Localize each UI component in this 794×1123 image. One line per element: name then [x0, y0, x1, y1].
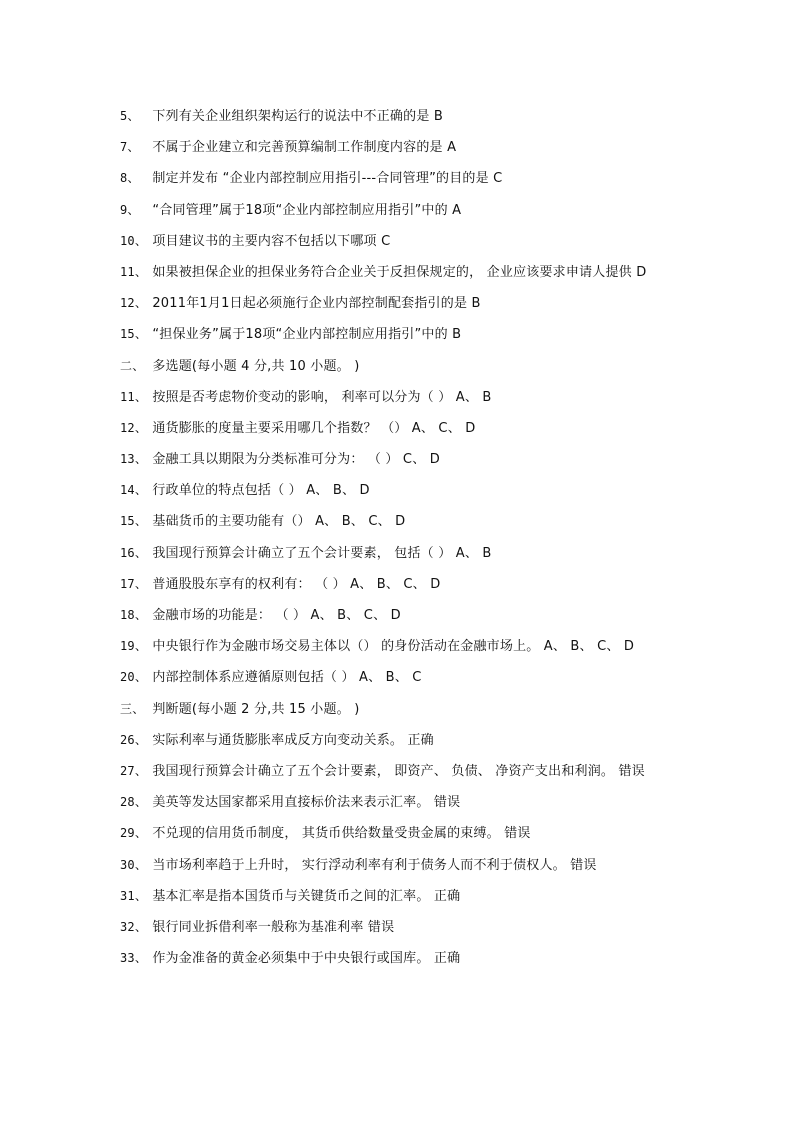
question-line [120, 288, 680, 319]
question-text: 金融工具以期限为分类标准可分为： （ ） C、 D [148, 452, 440, 468]
question-text: 制定并发布 “企业内部控制应用指引---合同管理”的目的是 C [148, 171, 503, 187]
question-text: 美英等发达国家都采用直接标价法来表示汇率。 错误 [148, 795, 461, 811]
question-text: 中央银行作为金融市场交易主体以（） 的身份活动在金融市场上。 A、 B、 C、 D [148, 639, 635, 655]
question-number: 19、 [120, 639, 148, 654]
question-text: 银行同业拆借利率一般称为基准利率 错误 [148, 919, 395, 935]
question-number: 12、 [120, 296, 148, 311]
question-text: 金融市场的功能是： （ ） A、 B、 C、 D [148, 608, 401, 624]
question-line [120, 787, 680, 818]
question-number: 8、 [120, 171, 140, 186]
question-line [120, 444, 680, 475]
question-line [120, 319, 680, 350]
question-line [120, 195, 680, 226]
question-line [120, 101, 680, 132]
question-line [120, 413, 680, 444]
question-text: 当市场利率趋于上升时， 实行浮动利率有利于债务人而不利于债权人。 错误 [148, 857, 597, 873]
question-line [120, 538, 680, 569]
question-text: 项目建议书的主要内容不包括以下哪项 C [148, 233, 391, 249]
question-line [120, 818, 680, 849]
question-number: 30、 [120, 857, 148, 872]
question-number: 17、 [120, 576, 148, 591]
question-text: 基础货币的主要功能有（） A、 B、 C、 D [148, 514, 406, 530]
question-number: 27、 [120, 763, 148, 778]
question-text: 普通股股东享有的权利有： （ ） A、 B、 C、 D [148, 576, 441, 592]
question-number: 28、 [120, 795, 148, 810]
question-line [120, 912, 680, 943]
question-number: 14、 [120, 483, 148, 498]
question-number: 33、 [120, 951, 148, 966]
question-line [120, 257, 680, 288]
section-number: 三、 [120, 701, 145, 716]
question-text: 不兑现的信用货币制度， 其货币供给数量受贵金属的束缚。 错误 [148, 826, 531, 842]
section-title: 判断题(每小题 2 分,共 15 小题。 ) [148, 701, 360, 717]
question-line [120, 132, 680, 163]
question-line [120, 382, 680, 413]
question-line [120, 226, 680, 257]
question-line [120, 475, 680, 506]
question-text: 2011年1月1日起必须施行企业内部控制配套指引的是 B [148, 296, 481, 312]
section-heading [120, 694, 680, 725]
question-text: 通货膨胀的度量主要采用哪几个指数？ （） A、 C、 D [148, 420, 476, 436]
question-number: 18、 [120, 608, 148, 623]
question-text: 按照是否考虑物价变动的影响， 利率可以分为（ ） A、 B [148, 389, 492, 405]
question-line [120, 756, 680, 787]
question-number: 31、 [120, 888, 148, 903]
question-text: 行政单位的特点包括（ ） A、 B、 D [148, 483, 370, 499]
question-text: 不属于企业建立和完善预算编制工作制度内容的是 A [148, 140, 457, 156]
question-line [120, 163, 680, 194]
question-text: “担保业务”属于18项“企业内部控制应用指引”中的 B [148, 327, 462, 343]
question-line [120, 600, 680, 631]
question-number: 20、 [120, 670, 148, 685]
question-text: 如果被担保企业的担保业务符合企业关于反担保规定的， 企业应该要求申请人提供 D [148, 264, 647, 280]
question-number: 5、 [120, 109, 140, 123]
question-number: 16、 [120, 545, 148, 560]
question-number: 12、 [120, 420, 148, 435]
question-line [120, 943, 680, 974]
question-number: 13、 [120, 452, 148, 467]
question-line [120, 569, 680, 600]
question-line [120, 662, 680, 693]
question-text: 基本汇率是指本国货币与关键货币之间的汇率。 正确 [148, 888, 461, 904]
question-text: 下列有关企业组织架构运行的说法中不正确的是 B [148, 109, 443, 124]
question-line [120, 725, 680, 756]
question-number: 10、 [120, 233, 148, 248]
question-number: 7、 [120, 140, 140, 155]
question-number: 11、 [120, 264, 148, 279]
question-number: 15、 [120, 327, 148, 342]
section-title: 多选题(每小题 4 分,共 10 小题。 ) [148, 358, 360, 374]
question-line [120, 631, 680, 662]
question-number: 11、 [120, 389, 148, 404]
question-text: 内部控制体系应遵循原则包括（ ） A、 B、 C [148, 670, 422, 686]
question-text: 作为金准备的黄金必须集中于中央银行或国库。 正确 [148, 951, 461, 967]
question-text: 我国现行预算会计确立了五个会计要素， 包括（ ） A、 B [148, 545, 492, 561]
question-number: 32、 [120, 919, 148, 934]
question-text: 实际利率与通货膨胀率成反方向变动关系。 正确 [148, 732, 434, 748]
question-line [120, 850, 680, 881]
document-body [120, 101, 680, 974]
section-number: 二、 [120, 358, 145, 373]
question-number: 26、 [120, 732, 148, 747]
section-heading [120, 351, 680, 382]
question-number: 15、 [120, 514, 148, 529]
question-number: 9、 [120, 202, 140, 217]
question-text: “合同管理”属于18项“企业内部控制应用指引”中的 A [148, 202, 462, 218]
question-line [120, 881, 680, 912]
question-line [120, 506, 680, 537]
question-text: 我国现行预算会计确立了五个会计要素， 即资产、 负债、 净资产支出和利润。 错误 [148, 763, 645, 779]
question-number: 29、 [120, 826, 148, 841]
